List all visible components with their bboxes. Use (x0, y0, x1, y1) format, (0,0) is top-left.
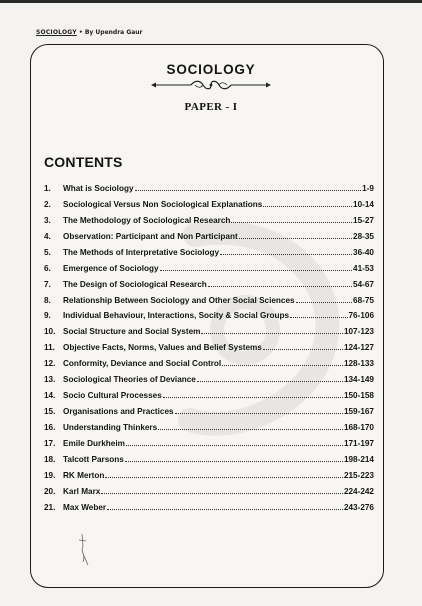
toc-entry (44, 336, 374, 352)
toc-entry-pages: 224-242 (343, 486, 374, 496)
toc-entry-pages: 150-158 (343, 391, 374, 401)
toc-entry-pages: 28-35 (353, 231, 374, 241)
table-of-contents (44, 177, 374, 512)
toc-entry-number: 1. (44, 183, 51, 193)
toc-entry-number: 2. (44, 199, 51, 209)
toc-leader-dots (126, 445, 343, 446)
toc-entry-pages: 76-106 (348, 311, 374, 321)
toc-leader-dots (263, 349, 343, 350)
toc-entry (44, 177, 374, 193)
toc-entry (44, 257, 374, 273)
toc-entry-number: 11. (44, 343, 55, 353)
toc-entry-pages: 198-214 (343, 454, 374, 464)
toc-leader-dots (290, 317, 347, 318)
toc-entry-pages: 107-123 (343, 327, 374, 337)
toc-entry-title: RK Merton (63, 470, 105, 480)
toc-entry-number: 18. (44, 454, 56, 464)
toc-entry-number: 4. (44, 231, 51, 241)
toc-entry (44, 289, 374, 305)
toc-leader-dots (175, 413, 343, 414)
toc-leader-dots (239, 238, 352, 239)
toc-entry-title: Talcott Parsons (63, 454, 124, 464)
toc-entry-number: 15. (44, 407, 56, 417)
toc-leader-dots (222, 365, 343, 366)
toc-entry-number: 7. (44, 279, 51, 289)
toc-entry-number: 21. (44, 502, 56, 512)
toc-leader-dots (158, 429, 343, 430)
book-title: SOCIOLOGY (166, 62, 256, 77)
toc-entry (44, 193, 374, 209)
toc-entry-number: 9. (44, 311, 51, 321)
toc-entry-title: Karl Marx (63, 486, 101, 496)
toc-entry-title: Objective Facts, Norms, Values and Belief Systems (63, 343, 262, 353)
toc-entry-pages: 15-27 (353, 215, 374, 225)
contents-heading: CONTENTS (44, 154, 123, 170)
toc-entry-pages: 128-133 (343, 359, 374, 369)
toc-entry-pages: 41-53 (353, 263, 374, 273)
toc-leader-dots (231, 222, 352, 223)
toc-entry-pages: 54-67 (353, 279, 374, 289)
toc-entry (44, 320, 374, 336)
toc-entry-title: Organisations and Practices (63, 407, 174, 417)
toc-entry-number: 13. (44, 375, 56, 385)
toc-entry-pages: 168-170 (343, 423, 374, 432)
toc-entry (44, 368, 374, 384)
toc-leader-dots (125, 461, 343, 462)
toc-entry-title: Emergence of Sociology (63, 263, 159, 273)
toc-entry-title: Max Weber (63, 502, 107, 512)
toc-entry-number: 10. (44, 327, 56, 337)
toc-leader-dots (296, 302, 352, 303)
toc-entry-number: 3. (44, 215, 51, 225)
toc-leader-dots (220, 254, 352, 255)
toc-entry (44, 209, 374, 225)
toc-entry-pages: 243-276 (343, 502, 374, 512)
toc-entry-title: The Methods of Interpretative Sociology (63, 247, 220, 257)
toc-entry-title: Observation: Participant and Non Participant (63, 231, 238, 241)
toc-leader-dots (107, 509, 343, 510)
toc-entry (44, 305, 374, 321)
toc-entry-pages: 1-9 (362, 183, 374, 193)
toc-entry-title: Emile Durkheim (63, 438, 125, 448)
toc-entry-pages: 134-149 (343, 375, 374, 385)
toc-leader-dots (135, 190, 362, 191)
toc-entry-number: 14. (44, 391, 56, 401)
toc-entry (44, 448, 374, 464)
toc-entry-title: The Design of Sociological Research (63, 279, 207, 289)
toc-entry (44, 273, 374, 289)
toc-entry-title: The Methodology of Sociological Research (63, 215, 231, 225)
toc-entry-number: 17. (44, 438, 56, 448)
toc-entry (44, 496, 374, 512)
toc-entry-pages: 124-127 (343, 343, 374, 353)
toc-entry-title: Sociological Theories of Deviance (63, 375, 196, 385)
toc-entry-pages: 171-197 (343, 438, 374, 448)
toc-leader-dots (160, 270, 353, 271)
toc-entry-title: Socio Cultural Processes (63, 391, 162, 401)
toc-leader-dots (263, 206, 352, 207)
toc-entry-pages: 68-75 (353, 295, 374, 305)
toc-entry-title: Sociological Versus Non Sociological Explanations (63, 199, 263, 209)
toc-entry-pages: 215-223 (343, 470, 374, 480)
running-header (36, 29, 143, 36)
toc-entry-number: 20. (44, 486, 56, 496)
toc-leader-dots (201, 333, 343, 334)
toc-entry-number: 5. (44, 247, 51, 257)
toc-leader-dots (105, 477, 343, 478)
toc-entry (44, 225, 374, 241)
toc-entry (44, 400, 374, 416)
pen-scribble-icon (74, 532, 94, 568)
paper-label: PAPER - I (184, 101, 238, 113)
toc-leader-dots (101, 493, 343, 494)
toc-entry (44, 464, 374, 480)
divider-ornament-icon (151, 79, 271, 91)
toc-leader-dots (208, 286, 352, 287)
toc-entry (44, 480, 374, 496)
toc-entry (44, 241, 374, 257)
toc-entry (44, 352, 374, 368)
toc-entry-title: What is Sociology (63, 183, 134, 193)
toc-leader-dots (197, 381, 343, 382)
header-brand: SOCIOLOGY (36, 29, 77, 36)
header-separator: • (78, 29, 83, 36)
toc-entry (44, 416, 374, 432)
toc-entry (44, 432, 374, 448)
toc-entry-number: 19. (44, 470, 56, 480)
toc-entry-title: Conformity, Deviance and Social Control (63, 359, 222, 369)
toc-entry-number: 12. (44, 359, 56, 369)
top-edge-strip (0, 0, 422, 3)
header-author: By Upendra Gaur (84, 29, 143, 36)
toc-entry (44, 384, 374, 400)
toc-entry-title: Relationship Between Sociology and Other Social Sciences (63, 295, 295, 305)
toc-entry-title: Individual Behaviour, Interactions, Socity & Social Groups (63, 311, 290, 321)
toc-entry-pages: 36-40 (353, 247, 374, 257)
toc-entry-pages: 10-14 (353, 199, 374, 209)
toc-entry-title: Understanding Thinkers (63, 423, 158, 432)
toc-entry-number: 6. (44, 263, 51, 273)
toc-entry-title: Social Structure and Social System (63, 327, 201, 337)
toc-leader-dots (163, 397, 343, 398)
toc-entry-number: 16. (44, 423, 56, 432)
toc-entry-number: 8. (44, 295, 51, 305)
toc-entry-pages: 159-167 (343, 407, 374, 417)
